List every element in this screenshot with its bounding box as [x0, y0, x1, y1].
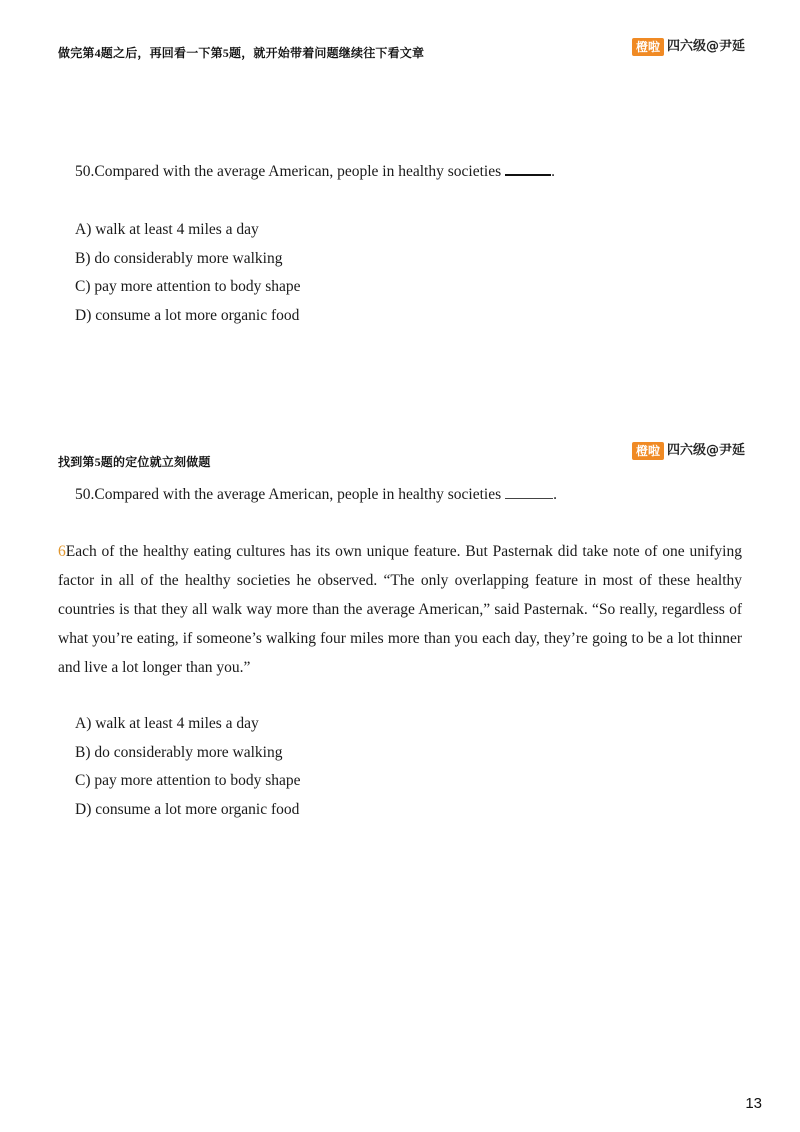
option-a: A) walk at least 4 miles a day — [75, 221, 259, 238]
option-c: C) pay more attention to body shape — [75, 278, 301, 295]
answer-blank — [505, 173, 551, 176]
options-list — [75, 216, 301, 330]
question-50: 50.Compared with the average American, people in healthy societies . — [75, 486, 557, 503]
page-number: 13 — [745, 1095, 762, 1112]
answer-blank — [505, 497, 553, 499]
option-d: D) consume a lot more organic food — [75, 800, 300, 818]
brand-logo-text: 四六级@尹延 — [667, 39, 746, 54]
option-b: B) do considerably more walking — [75, 249, 283, 267]
instruction-note: 找到第5题的定位就立刻做题 — [58, 455, 211, 469]
option-a: A) walk at least 4 miles a day — [75, 715, 259, 732]
brand-logo — [632, 442, 745, 460]
option-b: B) do considerably more walking — [75, 743, 283, 761]
options-list — [75, 710, 301, 824]
question-text: 50.Compared with the average American, people in healthy societies — [75, 486, 502, 503]
option-c: C) pay more attention to body shape — [75, 772, 301, 789]
brand-logo-box: 橙啦 — [632, 442, 664, 460]
brand-logo-box: 橙啦 — [632, 38, 664, 56]
brand-logo-text: 四六级@尹延 — [667, 443, 746, 458]
paragraph-number: 6 — [58, 543, 66, 560]
instruction-note: 做完第4题之后，再回看一下第5题，就开始带着问题继续往下看文章 — [58, 46, 425, 60]
brand-logo — [632, 38, 745, 56]
paragraph-text: Each of the healthy eating cultures has its own unique feature. But Pasternak did take note of one unifying factor in all of the healthy societies he observed. “The only overlapping feature in most of these healthy countries is that they all walk way more than the average American,” said Pasternak. “So really, regardless of what you’re eating, if someone’s walking four miles more than you each day, they’re going to be a lot thinner and live a lot longer than you.” — [58, 543, 742, 676]
question-text: 50.Compared with the average American, people in healthy societies — [75, 163, 502, 180]
passage-paragraph — [58, 537, 742, 682]
question-50: 50.Compared with the average American, people in healthy societies . — [75, 163, 555, 180]
option-d: D) consume a lot more organic food — [75, 306, 300, 324]
